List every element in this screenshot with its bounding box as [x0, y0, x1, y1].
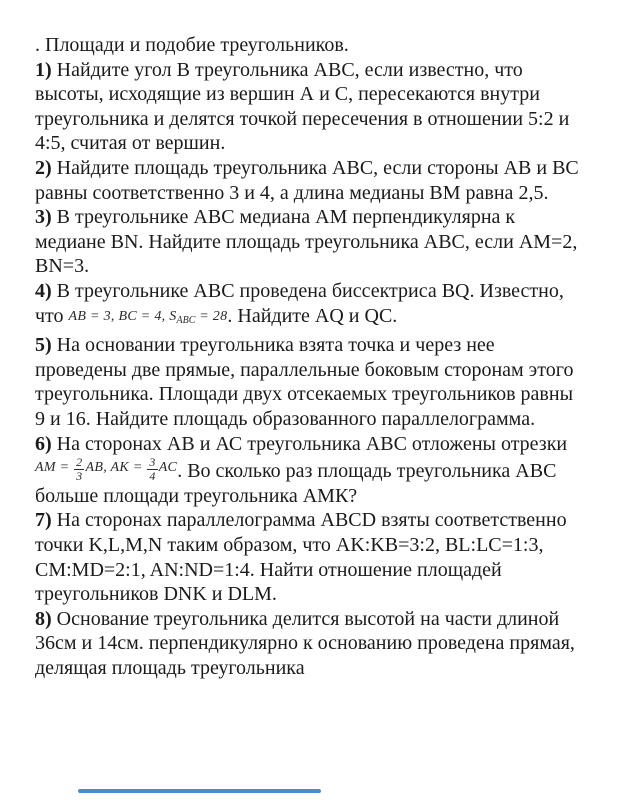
problem-number: 7) — [35, 509, 57, 532]
problem-number: 5) — [35, 334, 57, 357]
problem-8: 8) Основание треугольника делится высотой на части длиной 36см и 14см. перпендикулярно к основанию проведена прямая, делящая площадь треугольника — [35, 607, 575, 680]
bottom-blue-bar[interactable] — [78, 789, 321, 793]
problem-number: 2) — [35, 156, 57, 179]
problem-2: 2) Найдите площадь треугольника АВС, если стороны АВ и ВС равны соответственно 3 и 4, а длина медианы ВМ равна 2,5. — [35, 156, 579, 204]
problem-number: 6) — [35, 432, 57, 455]
problem-3: 3) В треугольнике АВС медиана АМ перпендикулярна к медиане BN. Найдите площадь треугольника АВС, если АМ=2, BN=3. — [35, 206, 578, 278]
problem-number: 4) — [35, 279, 57, 302]
fraction: $\frac{3}{4}$ — [149, 455, 156, 484]
problem-7: 7) На сторонах параллелограмма ABCD взяты соответственно точки K,L,M,N таким образом, что AK:KB=3:2, BL:LC=1:3, CM:MD=2:1, AN:ND=1:4. Найти отношение площадей треугольников DNK и DLM. — [35, 509, 567, 606]
problem-4: 4) В треугольнике АВС проведена биссектриса BQ. Известно, что AB = 3, BC = 4, $S_{ABC} = 28$. Найдите AQ и QC. — [35, 279, 564, 327]
problem-6: 6) На сторонах АВ и АС треугольника АВС отложены отрезки $^{AM = \frac{2}{3} AB, AK = \frac{3}{4} AC}$. Во сколько раз площадь треугольника АВС больше площади треугольника АМК? — [35, 432, 568, 507]
math-formula: AB = 3, BC = 4, $S_{ABC} = 28$ — [68, 308, 228, 326]
document-title: . Площади и подобие треугольников. — [35, 34, 349, 56]
problem-5: 5) На основании треугольника взята точка и через нее проведены две прямые, параллельные боковым сторонам этого треугольника. Площади двух отсекаемых треугольников равны 9 и 16. Найдите площадь образованного параллелограмма. — [35, 334, 574, 430]
problem-1: 1) Найдите угол В треугольника АВС, если известно, что высоты, исходящие из вершин А и С, пересекаются внутри треугольника и делятся точкой пересечения в отношении 5:2 и 4:5, считая от вершин. — [35, 58, 570, 155]
problem-number: 8) — [35, 607, 57, 630]
problems-list — [35, 58, 588, 681]
problem-number: 1) — [35, 58, 57, 81]
math-formula: AM = 2 3 AB, AK = 3 4 AC — [35, 455, 178, 484]
fraction: $\frac{2}{3}$ — [76, 455, 83, 484]
problem-number: 3) — [35, 206, 57, 229]
